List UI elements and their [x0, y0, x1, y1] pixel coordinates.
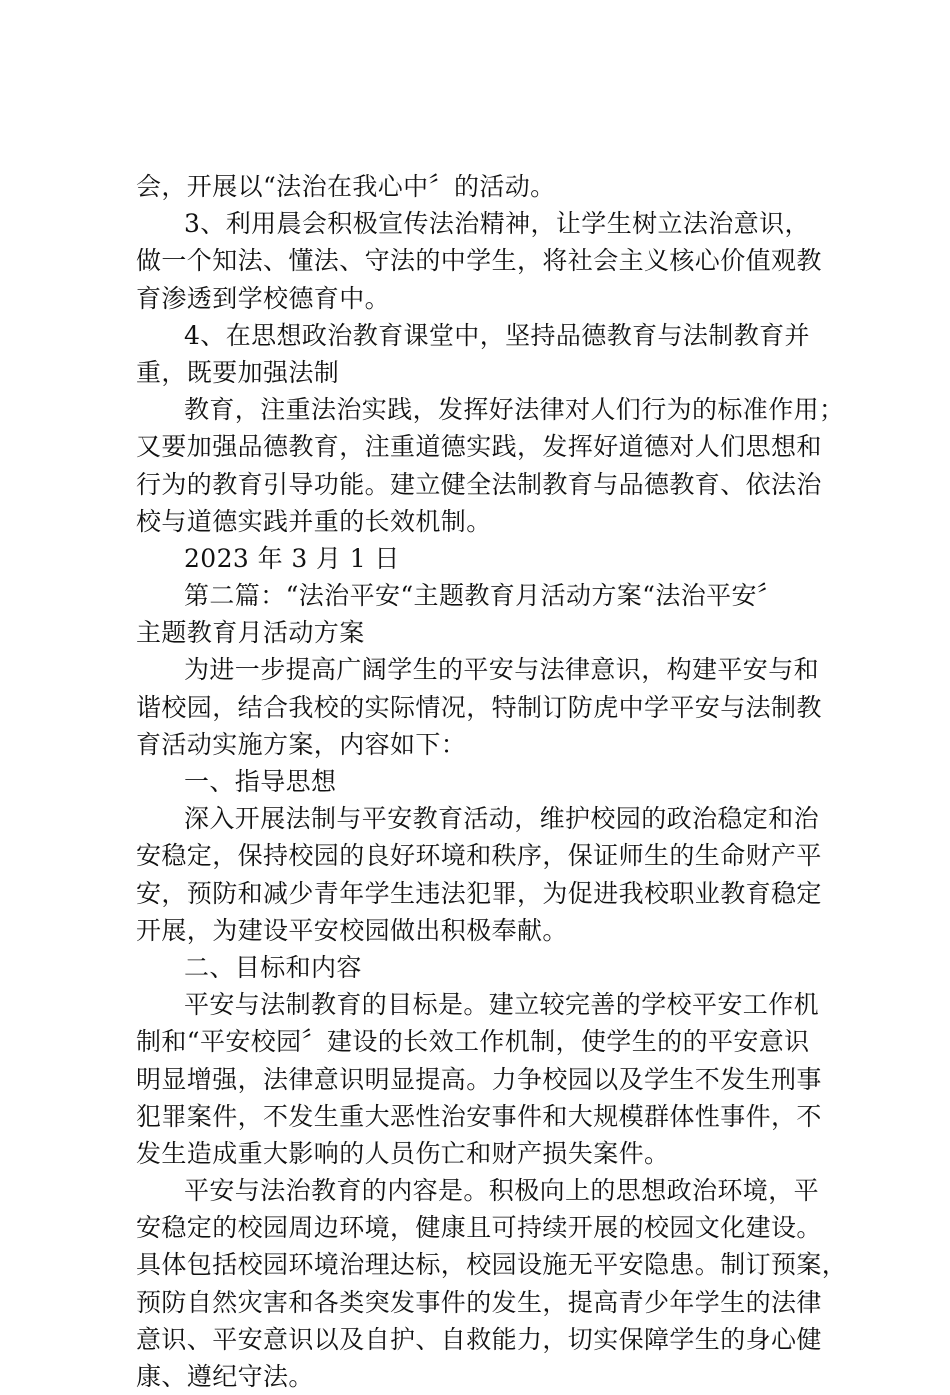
text-line: 又要加强品德教育，注重道德实践，发挥好道德对人们思想和: [136, 432, 822, 462]
text-line: 具体包括校园环境治理达标，校园设施无平安隐患。制订预案，: [136, 1250, 848, 1280]
text-line: 做一个知法、懂法、守法的中学生，将社会主义核心价值观教: [136, 246, 822, 276]
text-line: 一、指导思想: [184, 767, 337, 796]
text-line: 明显增强，法律意识明显提高。力争校园以及学生不发生刑事: [136, 1064, 822, 1094]
document-body: [136, 168, 848, 1395]
text-line: 3、利用晨会积极宣传法治精神，让学生树立法治意识，: [184, 209, 810, 239]
text-line: 教育，注重法治实践，发挥好法律对人们行为的标准作用；: [184, 395, 845, 425]
text-line: 育活动实施方案，内容如下：: [136, 729, 467, 759]
text-line: 二、目标和内容: [184, 952, 362, 982]
text-line: 校与道德实践并重的长效机制。: [136, 506, 492, 536]
text-line: 重，既要加强法制: [136, 357, 340, 387]
text-line: 发生造成重大影响的人员伤亡和财产损失案件。: [136, 1138, 670, 1168]
text-line: 康、遵纪守法。: [136, 1362, 314, 1391]
text-line: 为进一步提高广阔学生的平安与法律意识，构建平安与和: [184, 655, 820, 685]
text-line: 2023 年 3 月 1 日: [184, 543, 400, 573]
text-line: 安稳定，保持校园的良好环境和秩序，保证师生的生命财产平: [136, 841, 822, 871]
text-line: 第二篇：“法治平安“主题教育月活动方案“法治平安〞: [184, 581, 783, 611]
text-line: 4、在思想政治教育课堂中，坚持品德教育与法制教育并: [184, 320, 810, 350]
text-line: 育渗透到学校德育中。: [136, 283, 391, 313]
text-line: 平安与法治教育的内容是。积极向上的思想政治环境，平: [184, 1176, 820, 1206]
text-line: 深入开展法制与平安教育活动，维护校园的政治稳定和治: [184, 804, 820, 834]
text-line: 开展，为建设平安校园做出积极奉献。: [136, 915, 568, 945]
text-line: 安稳定的校园周边环境，健康且可持续开展的校园文化建设。: [136, 1213, 822, 1243]
text-line: 安，预防和减少青年学生违法犯罪，为促进我校职业教育稳定: [136, 878, 822, 908]
text-line: 会，开展以“法治在我心中〞的活动。: [136, 172, 556, 201]
text-line: 制和“平安校园〞建设的长效工作机制，使学生的的平安意识: [136, 1027, 810, 1057]
text-line: 犯罪案件，不发生重大恶性治安事件和大规模群体性事件，不: [136, 1101, 822, 1131]
text-line: 预防自然灾害和各类突发事件的发生，提高青少年学生的法律: [136, 1287, 822, 1317]
text-line: 平安与法制教育的目标是。建立较完善的学校平安工作机: [184, 990, 820, 1020]
text-line: 意识、平安意识以及自护、自救能力，切实保障学生的身心健: [136, 1324, 822, 1354]
text-line: 主题教育月活动方案: [136, 618, 365, 648]
text-line: 谐校园，结合我校的实际情况，特制订防虎中学平安与法制教: [136, 692, 822, 722]
text-line: 行为的教育引导功能。建立健全法制教育与品德教育、依法治: [136, 469, 822, 499]
